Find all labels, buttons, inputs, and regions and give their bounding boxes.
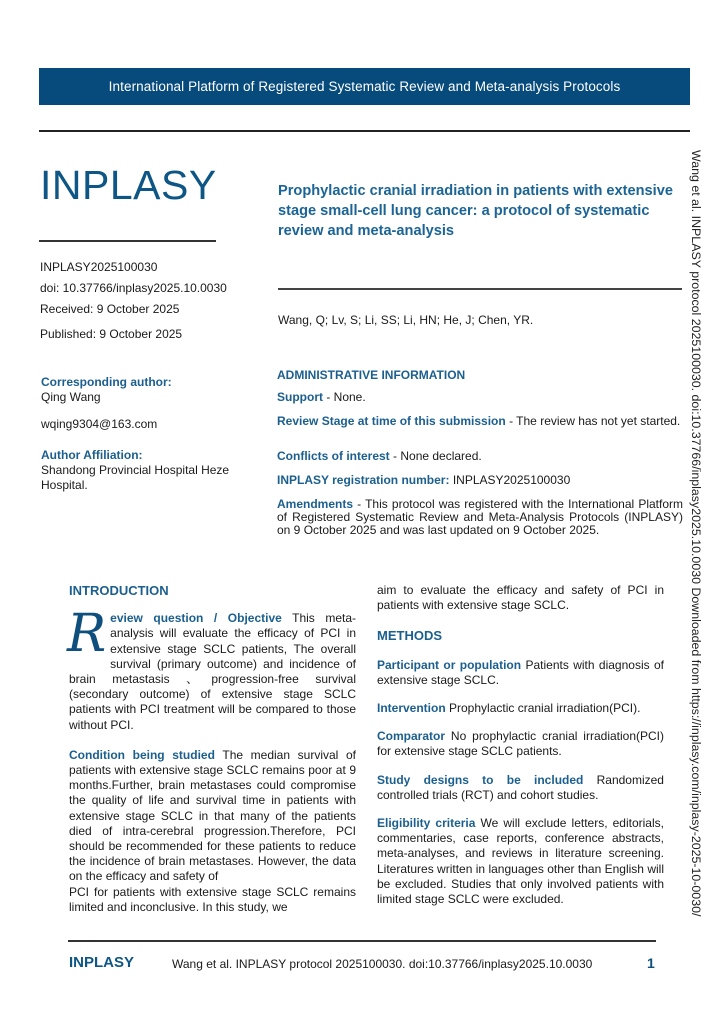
- admin-registration: [277, 474, 683, 487]
- participant-text: Patients with diagnosis of extensive stage SCLC.: [377, 657, 664, 687]
- corresponding-author-label: Corresponding author:: [41, 375, 172, 389]
- author-list: Wang, Q; Lv, S; Li, SS; Li, HN; He, J; Chen, YR.: [278, 313, 534, 327]
- published-date: Published: 9 October 2025: [40, 327, 183, 341]
- participant-label: Participant or population: [377, 657, 522, 672]
- support-label: Support: [277, 390, 323, 404]
- condition-paragraph-end: aim to evaluate the efficacy and safety of PCI in patients with extensive stage SCLC.: [377, 583, 664, 613]
- eligibility-paragraph: [377, 816, 664, 907]
- condition-paragraph: [69, 748, 356, 885]
- download-watermark: Wang et al. INPLASY protocol 2025100030. doi:10.37766/inplasy2025.10.0030 Downloaded from https://inplasy.com/inplasy-2025-10-0030/: [689, 150, 703, 917]
- registration-value: INPLASY2025100030: [449, 473, 571, 487]
- conflicts-label: Conflicts of interest: [277, 449, 390, 463]
- eligibility-label: Eligibility criteria: [377, 816, 476, 831]
- methods-heading: METHODS: [377, 628, 442, 644]
- banner-text: International Platform of Registered Systematic Review and Meta-analysis Protocols: [108, 79, 621, 94]
- conflicts-value: - None declared.: [389, 449, 482, 463]
- study-designs-text: Randomized controlled trials (RCT) and cohort studies.: [377, 772, 664, 802]
- inplasy-logo: INPLASY: [40, 162, 217, 208]
- affiliation-block: [41, 448, 261, 493]
- registration-id: INPLASY2025100030: [40, 260, 158, 274]
- intervention-text: Prophylactic cranial irradiation(PCI).: [445, 701, 641, 716]
- intervention-paragraph: [377, 701, 664, 716]
- footer-logo: INPLASY: [69, 954, 135, 971]
- amendments-value: - This protocol was registered with the International Platform of Registered Systematic Review and Meta-Analysis Protocols (INPLASY) on 9 October 2025 and was last updated on 9 October 2025.: [277, 497, 683, 537]
- comparator-paragraph: [377, 729, 664, 759]
- admin-review-stage: [277, 415, 683, 428]
- comparator-label: Comparator: [377, 729, 446, 744]
- condition-paragraph-continued: PCI for patients with extensive stage SCLC remains limited and inconclusive. In this study, we: [69, 884, 356, 914]
- registration-label: INPLASY registration number:: [277, 473, 450, 487]
- footer-divider: [68, 940, 656, 942]
- eligibility-text: We will exclude letters, editorials, commentaries, case reports, conference abstracts, meta-analyses, and reviews in literature screening. Literatures written in languages other than English will be excluded. Studies that only involved patients with limited stage SCLC were excluded.: [377, 816, 664, 907]
- corresponding-author-email[interactable]: wqing9304@163.com: [41, 417, 158, 431]
- affiliation-label: Author Affiliation:: [41, 448, 143, 462]
- introduction-heading: INTRODUCTION: [69, 583, 169, 598]
- review-stage-value: - The review has not yet started.: [505, 414, 681, 428]
- amendments-label: Amendments: [277, 497, 354, 511]
- admin-heading: ADMINISTRATIVE INFORMATION: [277, 368, 466, 382]
- right-column: [377, 583, 664, 907]
- corresponding-author-name: Qing Wang: [41, 390, 101, 404]
- footer-citation: Wang et al. INPLASY protocol 2025100030. doi:10.37766/inplasy2025.10.0030: [172, 957, 593, 971]
- left-column: [69, 583, 356, 915]
- header-banner: [39, 68, 690, 105]
- admin-amendments: [277, 498, 683, 537]
- condition-text: The median survival of patients with extensive stage SCLC remains poor at 9 months.Further, brain metastases could compromise the quality of life and survival time in patients with extensive stage SCLC in that many of the patients died of intra-cerebral progression.Therefore, PCI should be recommended for these patients to reduce the incidence of brain metastases. However, the data on the efficacy and safety of: [69, 747, 356, 884]
- review-stage-label: Review Stage at time of this submission: [277, 414, 506, 428]
- review-question-label: eview question / Objective: [110, 611, 282, 626]
- logo-divider: [39, 240, 216, 242]
- admin-support: [277, 391, 683, 404]
- participant-paragraph: [377, 658, 664, 688]
- paper-title: Prophylactic cranial irradiation in patients with extensive stage small-cell lung cancer: a protocol of systematic review and meta-analysis: [278, 183, 673, 239]
- condition-label: Condition being studied: [69, 747, 215, 762]
- admin-conflicts: [277, 450, 683, 463]
- doi-link[interactable]: doi: 10.37766/inplasy2025.10.0030: [40, 281, 227, 295]
- study-designs-label: Study designs to be included: [377, 772, 584, 787]
- title-divider: [278, 288, 682, 290]
- review-question-text: This meta-analysis will evaluate the efficacy of PCI in extensive stage SCLC patients, The overall survival (primary outcome) and incidence of brain metastasis 、progression-free survival (secondary outcome) of extensive stage SCLC patients with PCI treatment will be compared to those without PCI.: [69, 611, 357, 732]
- dropcap-letter: R: [67, 604, 107, 665]
- support-value: - None.: [323, 390, 366, 404]
- received-date: Received: 9 October 2025: [40, 302, 180, 316]
- corresponding-author-block: [41, 375, 261, 432]
- affiliation-value: Shandong Provincial Hospital Heze Hospital.: [41, 463, 230, 492]
- header-divider: [39, 130, 690, 132]
- review-question-paragraph: [67, 604, 357, 733]
- intervention-label: Intervention: [377, 701, 446, 716]
- study-designs-paragraph: [377, 773, 664, 803]
- page-number: 1: [647, 955, 655, 971]
- comparator-text: No prophylactic cranial irradiation(PCI) for extensive stage SCLC patients.: [377, 729, 664, 759]
